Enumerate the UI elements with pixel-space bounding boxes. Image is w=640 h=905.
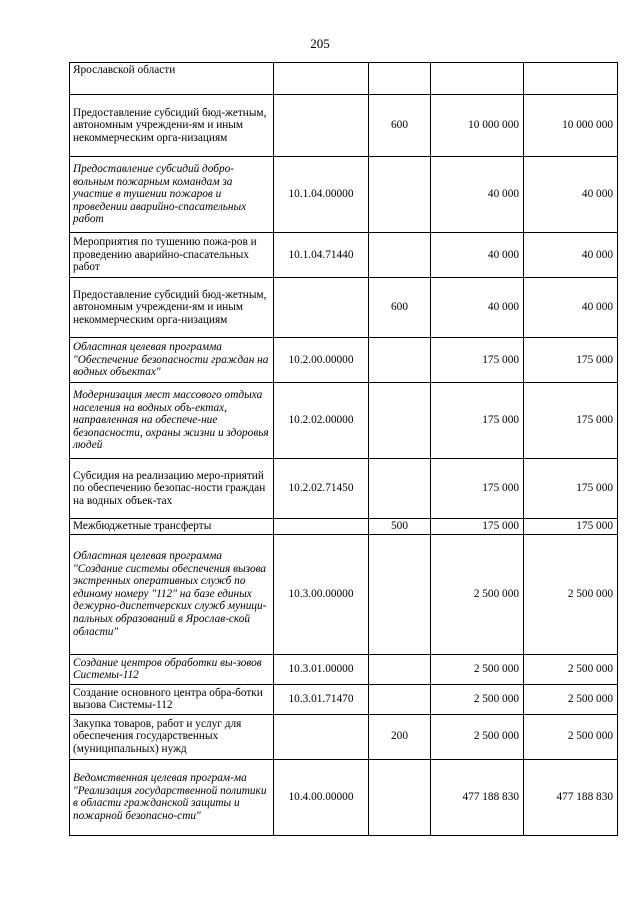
row-code-cell	[274, 95, 369, 157]
row-name-cell: Субсидия на реализацию меро-приятий по обеспечению безопас-ности граждан на водных объек-тах	[70, 459, 274, 519]
row-expense-type-cell: 500	[369, 519, 431, 535]
row-code-cell: 10.3.01.71470	[274, 684, 369, 714]
row-amount-cell: 175 000	[431, 519, 524, 535]
row-name-cell: Создание центров обработки вы-зовов Системы-112	[70, 654, 274, 684]
row-amount-cell: 40 000	[431, 233, 524, 278]
row-expense-type-cell	[369, 157, 431, 233]
row-name-cell: Модернизация мест массового отдыха населения на водных объ-ектах, направленная на обеспече-ние безопасности, охраны жизни и здоровья людей	[70, 383, 274, 459]
row-amount-cell: 175 000	[431, 459, 524, 519]
row-amount-cell: 40 000	[431, 278, 524, 338]
row-name-cell: Предоставление субсидий бюд-жетным, автономным учреждени-ям и иным некоммерческим орга-низациям	[70, 95, 274, 157]
row-expense-type-cell	[369, 654, 431, 684]
table-row	[70, 338, 618, 383]
table-row	[70, 684, 618, 714]
row-amount-cell: 477 188 830	[431, 759, 524, 835]
row-code-cell: 10.3.01.00000	[274, 654, 369, 684]
row-code-cell: 10.1.04.00000	[274, 157, 369, 233]
row-expense-type-cell	[369, 233, 431, 278]
row-amount-cell: 40 000	[524, 278, 618, 338]
row-name-cell: Создание основного центра обра-ботки вызова Системы-112	[70, 684, 274, 714]
row-name-cell: Межбюджетные трансферты	[70, 519, 274, 535]
table-row	[70, 278, 618, 338]
row-name-cell: Областная целевая программа "Создание системы обеспечения вызова экстренных оперативных служб по единому номеру "112" на базе единых дежурно-диспетчерских служб муници-пальных образований в Ярослав-ской области"	[70, 534, 274, 654]
row-amount-cell: 175 000	[524, 459, 618, 519]
row-name-cell: Ведомственная целевая програм-ма "Реализация государственной политики в области гражданской защиты и пожарной безопасно-сти"	[70, 759, 274, 835]
row-expense-type-cell	[369, 534, 431, 654]
row-code-cell	[274, 63, 369, 95]
budget-table-body	[70, 63, 618, 836]
row-code-cell: 10.2.02.00000	[274, 383, 369, 459]
row-expense-type-cell	[369, 684, 431, 714]
row-amount-cell: 175 000	[524, 519, 618, 535]
row-amount-cell: 40 000	[431, 157, 524, 233]
table-row	[70, 519, 618, 535]
table-row	[70, 459, 618, 519]
table-row	[70, 714, 618, 759]
row-name-cell: Закупка товаров, работ и услуг для обеспечения государственных (муниципальных) нужд	[70, 714, 274, 759]
row-code-cell	[274, 519, 369, 535]
row-amount-cell: 175 000	[524, 338, 618, 383]
row-amount-cell: 2 500 000	[524, 714, 618, 759]
row-expense-type-cell	[369, 63, 431, 95]
table-row	[70, 759, 618, 835]
row-amount-cell	[431, 63, 524, 95]
row-code-cell: 10.2.02.71450	[274, 459, 369, 519]
row-amount-cell: 477 188 830	[524, 759, 618, 835]
row-name-cell: Предоставление субсидий бюд-жетным, автономным учреждени-ям и иным некоммерческим орга-низациям	[70, 278, 274, 338]
row-expense-type-cell: 200	[369, 714, 431, 759]
row-amount-cell: 2 500 000	[431, 684, 524, 714]
row-code-cell	[274, 714, 369, 759]
row-name-cell: Предоставление субсидий добро-вольным пожарным командам за участие в тушении пожаров и проведении аварийно-спасательных работ	[70, 157, 274, 233]
row-expense-type-cell	[369, 383, 431, 459]
table-row	[70, 654, 618, 684]
row-expense-type-cell	[369, 338, 431, 383]
row-amount-cell: 2 500 000	[431, 534, 524, 654]
table-row	[70, 534, 618, 654]
row-amount-cell: 2 500 000	[524, 684, 618, 714]
budget-table	[69, 62, 618, 836]
table-row	[70, 157, 618, 233]
row-amount-cell: 10 000 000	[431, 95, 524, 157]
table-row	[70, 95, 618, 157]
row-amount-cell: 2 500 000	[431, 654, 524, 684]
table-row	[70, 383, 618, 459]
row-code-cell: 10.2.00.00000	[274, 338, 369, 383]
table-row	[70, 233, 618, 278]
row-expense-type-cell: 600	[369, 278, 431, 338]
row-amount-cell: 175 000	[524, 383, 618, 459]
row-expense-type-cell: 600	[369, 95, 431, 157]
row-amount-cell: 175 000	[431, 383, 524, 459]
row-code-cell	[274, 278, 369, 338]
row-code-cell: 10.3.00.00000	[274, 534, 369, 654]
row-amount-cell	[524, 63, 618, 95]
row-amount-cell: 40 000	[524, 233, 618, 278]
page-number: 205	[310, 36, 330, 51]
row-amount-cell: 10 000 000	[524, 95, 618, 157]
row-name-cell: Мероприятия по тушению пожа-ров и проведению аварийно-спасательных работ	[70, 233, 274, 278]
table-row	[70, 63, 618, 95]
row-code-cell: 10.1.04.71440	[274, 233, 369, 278]
row-amount-cell: 175 000	[431, 338, 524, 383]
row-expense-type-cell	[369, 459, 431, 519]
row-name-cell: Областная целевая программа "Обеспечение безопасности граждан на водных объектах"	[70, 338, 274, 383]
row-amount-cell: 2 500 000	[431, 714, 524, 759]
row-amount-cell: 2 500 000	[524, 654, 618, 684]
row-expense-type-cell	[369, 759, 431, 835]
row-amount-cell: 40 000	[524, 157, 618, 233]
row-code-cell: 10.4.00.00000	[274, 759, 369, 835]
row-name-cell: Ярославской области	[70, 63, 274, 95]
row-amount-cell: 2 500 000	[524, 534, 618, 654]
